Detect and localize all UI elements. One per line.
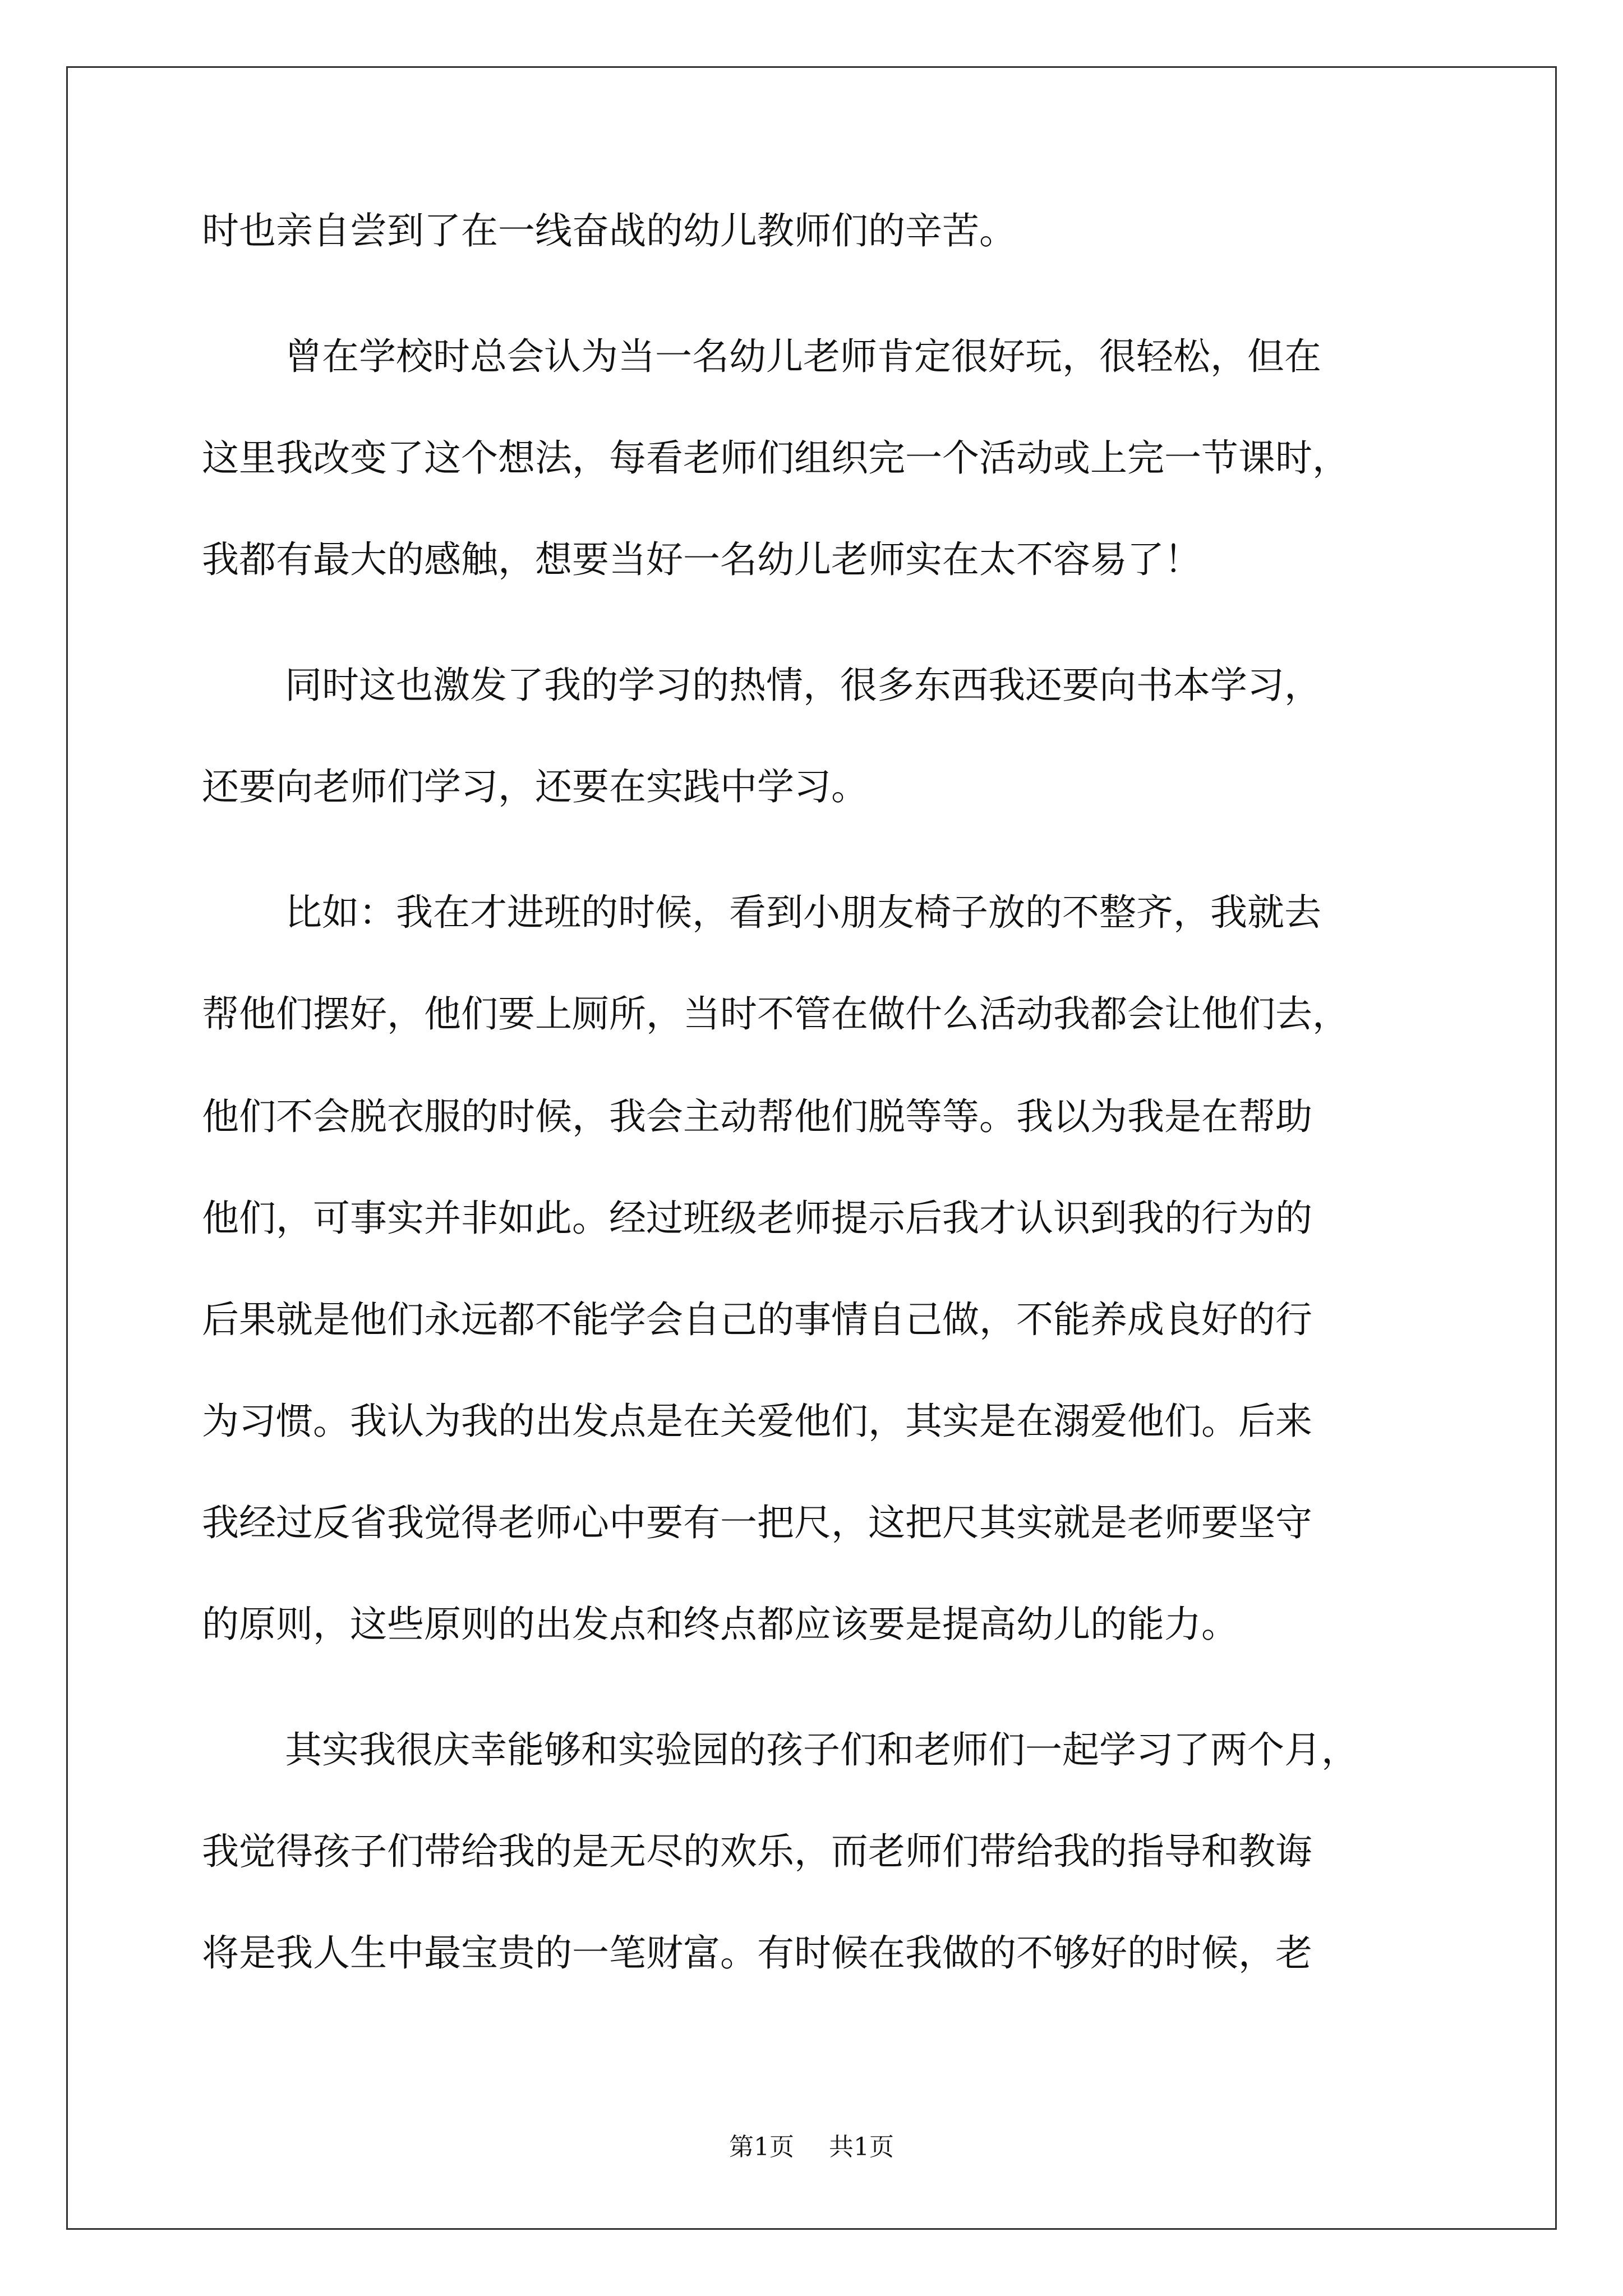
page-total: 共1页 [829, 2133, 894, 2161]
text-line: 我觉得孩子们带给我的是无尽的欢乐，而老师们带给我的指导和教诲 [202, 1830, 1312, 1873]
text-line: 这里我改变了这个想法，每看老师们组织完一个活动或上完一节课时， [202, 436, 1349, 480]
paragraph-start-line: 比如：我在才进班的时候，看到小朋友椅子放的不整齐，我就去 [285, 891, 1321, 934]
paragraph-start-line: 同时这也激发了我的学习的热情，很多东西我还要向书本学习， [285, 664, 1321, 707]
text-line: 他们不会脱衣服的时候，我会主动帮他们脱等等。我以为我是在帮助 [202, 1095, 1312, 1138]
page-footer [0, 2132, 1623, 2163]
page-border [66, 66, 1557, 2230]
text-line: 他们，可事实并非如此。经过班级老师提示后我才认识到我的行为的 [202, 1197, 1312, 1240]
text-line: 的原则，这些原则的出发点和终点都应该要是提高幼儿的能力。 [202, 1603, 1238, 1646]
text-line: 还要向老师们学习，还要在实践中学习。 [202, 765, 868, 808]
paragraph-start-line: 曾在学校时总会认为当一名幼儿老师肯定很好玩，很轻松，但在 [285, 335, 1321, 378]
text-line: 我都有最大的感触，想要当好一名幼儿老师实在太不容易了！ [202, 538, 1201, 581]
text-line: 时也亲自尝到了在一线奋战的幼儿教师们的辛苦。 [202, 209, 1016, 252]
text-line: 将是我人生中最宝贵的一笔财富。有时候在我做的不够好的时候，老 [202, 1931, 1312, 1975]
page-number: 第1页 [729, 2133, 794, 2161]
text-line: 帮他们摆好，他们要上厕所，当时不管在做什么活动我都会让他们去， [202, 992, 1349, 1036]
text-line: 我经过反省我觉得老师心中要有一把尺，这把尺其实就是老师要坚守 [202, 1501, 1312, 1544]
text-line: 为习惯。我认为我的出发点是在关爱他们，其实是在溺爱他们。后来 [202, 1400, 1312, 1443]
text-line: 后果就是他们永远都不能学会自己的事情自己做，不能养成良好的行 [202, 1298, 1312, 1341]
paragraph-start-line: 其实我很庆幸能够和实验园的孩子们和老师们一起学习了两个月， [285, 1728, 1358, 1772]
